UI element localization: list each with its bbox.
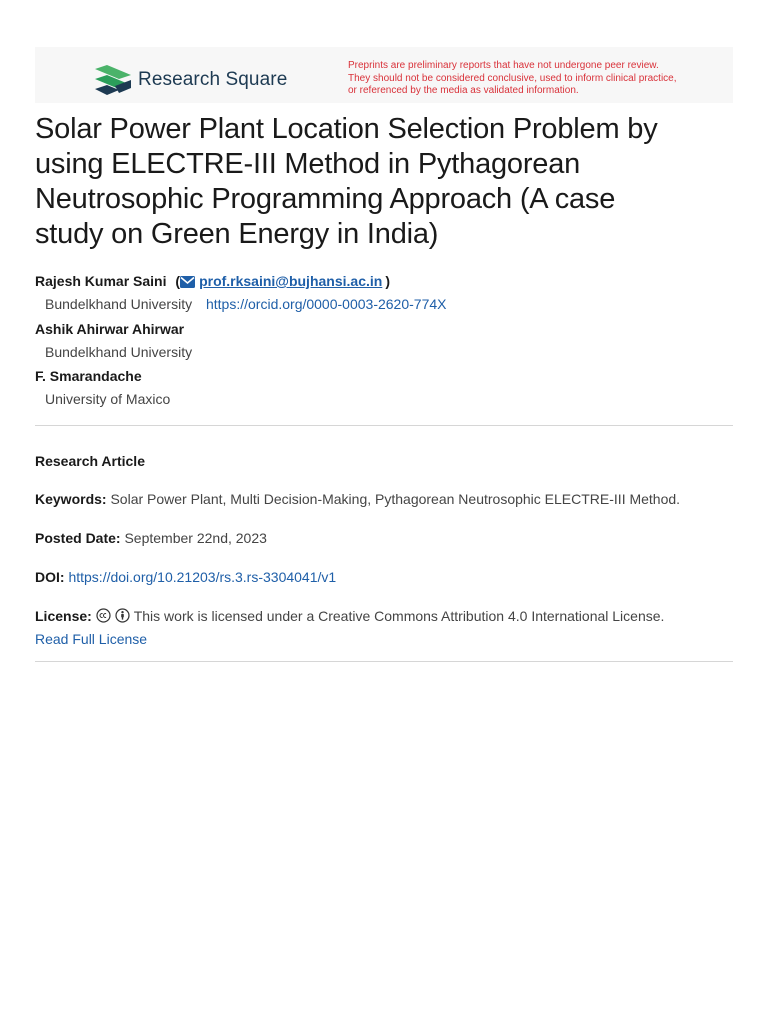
paren-open: ( — [175, 273, 181, 289]
read-full-license-link[interactable]: Read Full License — [35, 631, 148, 647]
author-email: prof.rksaini@bujhansi.ac.in — [199, 273, 383, 289]
author-2-affiliation: Bundelkhand University — [45, 344, 193, 360]
author-3-affiliation: University of Maxico — [45, 391, 171, 407]
author-affiliation: Bundelkhand University — [45, 296, 193, 312]
attribution-icon — [115, 608, 130, 623]
keywords-row — [35, 491, 680, 507]
divider-bottom — [35, 661, 733, 662]
orcid-link[interactable]: https://orcid.org/0000-0003-2620-774X — [205, 296, 447, 312]
doi-link[interactable]: https://doi.org/10.21203/rs.3.rs-3304041/v1 — [68, 569, 337, 585]
divider-top — [35, 425, 733, 426]
envelope-icon — [180, 276, 195, 288]
title-line: study on Green Energy in India) — [35, 218, 439, 250]
research-square-logo[interactable] — [95, 65, 287, 95]
title-line: using ELECTRE-III Method in Pythagorean — [35, 148, 581, 180]
cc-icon — [96, 608, 111, 623]
author-3: F. Smarandache — [35, 368, 142, 384]
author-2: Ashik Ahirwar Ahirwar — [35, 321, 185, 337]
disclaimer-line: They should not be considered conclusive, used to inform clinical practice, — [348, 72, 677, 84]
article-type-label: Research Article — [35, 453, 145, 469]
keywords-value: Solar Power Plant, Multi Decision-Making, Pythagorean Neutrosophic ELECTRE-III Method. — [110, 491, 681, 507]
preprint-disclaimer — [348, 60, 708, 98]
license-label: License: — [35, 608, 92, 624]
posted-date-row — [35, 530, 267, 546]
brand-name: Research Square — [138, 69, 288, 90]
paper-title — [35, 112, 735, 252]
license-text: This work is licensed under a Creative Commons Attribution 4.0 International License. — [133, 608, 665, 624]
author-name: Rajesh Kumar Saini — [35, 273, 167, 289]
preprint-banner — [35, 47, 733, 103]
keywords-label: Keywords: — [35, 491, 107, 507]
paren-close: ) — [385, 273, 390, 289]
title-line: Solar Power Plant Location Selection Problem by — [35, 113, 658, 145]
research-square-logo-mark — [95, 65, 131, 95]
doi-label: DOI: — [35, 569, 65, 585]
posted-date-value: September 22nd, 2023 — [124, 530, 267, 546]
disclaimer-line: or referenced by the media as validated information. — [348, 85, 579, 97]
article-type — [35, 453, 145, 469]
title-line: Neutrosophic Programming Approach (A case — [35, 183, 616, 215]
disclaimer-line: Preprints are preliminary reports that have not undergone peer review. — [348, 60, 659, 71]
license-link-row — [35, 631, 147, 647]
posted-date-label: Posted Date: — [35, 530, 121, 546]
author-email-link[interactable] — [180, 273, 382, 289]
license-row — [35, 608, 664, 624]
author-1 — [35, 273, 390, 289]
author-1-affiliation-row — [45, 296, 446, 312]
doi-row — [35, 569, 336, 585]
